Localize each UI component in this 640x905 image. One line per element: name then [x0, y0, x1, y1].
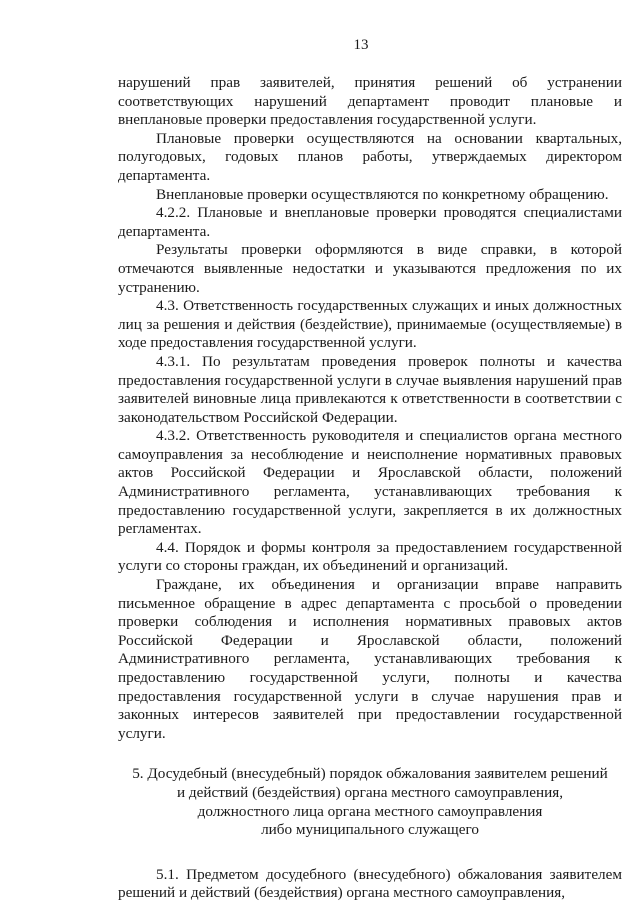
document-body	[118, 74, 622, 903]
section-heading	[118, 765, 622, 839]
paragraph: нарушений прав заявителей, принятия решений об устранении соответствующих нарушений департамент проводит плановые и внеплановые проверки предоставления государственной услуги.	[118, 74, 622, 129]
paragraph: Внеплановые проверки осуществляются по конкретному обращению.	[156, 185, 609, 203]
paragraph: 4.3.2. Ответственность руководителя и специалистов органа местного самоуправления за несоблюдение и неисполнение нормативных правовых актов Российской Федерации и Ярославской области, положений Административного регламента, устанавливающих требования к предоставлению государственной услуги, закрепляется в их должностных регламентах.	[118, 427, 622, 538]
paragraph: Плановые проверки осуществляются на основании квартальных, полугодовых, годовых планов работы, утверждаемых директором департамента.	[118, 129, 622, 184]
paragraph: 4.3. Ответственность государственных служащих и иных должностных лиц за решения и действия (бездействие), принимаемые (осуществляемые) в ходе предоставления государственной услуги.	[118, 297, 622, 352]
section-heading-line: либо муниципального служащего	[261, 821, 479, 839]
paragraph: 4.4. Порядок и формы контроля за предоставлением государственной услуги со стороны граждан, их объединений и организаций.	[118, 538, 622, 575]
paragraph: 4.2.2. Плановые и внеплановые проверки проводятся специалистами департамента.	[118, 204, 622, 240]
paragraph: Граждане, их объединения и организации вправе направить письменное обращение в адрес департамента с просьбой о проведении проверки соблюдения и исполнения нормативных правовых актов Российской Федерации и Ярославской области, положений Административного регламента, устанавливающих требования к предоставлению государственной услуги, полноты и качества предоставления государственной услуги в случае нарушения прав и законных интересов заявителей при предоставлении государственной услуги.	[118, 576, 622, 742]
section-heading-line: должностного лица органа местного самоуправления	[197, 802, 543, 820]
paragraph: 5.1. Предметом досудебного (внесудебного) обжалования заявителем решений и действий (бездействия) органа местного самоуправления,	[118, 865, 622, 902]
paragraph: Результаты проверки оформляются в виде справки, в которой отмечаются выявленные недостатки и указываются предложения по их устранению.	[118, 241, 622, 296]
section-heading-line: и действий (бездействия) органа местного самоуправления,	[176, 783, 564, 801]
section-heading-line: 5. Досудебный (внесудебный) порядок обжалования заявителем решений	[132, 765, 608, 783]
paragraph: 4.3.1. По результатам проведения проверок полноты и качества предоставления государственной услуги в случае выявления нарушений прав заявителей виновные лица привлекаются к ответственности в соответствии с законодательством Российской Федерации.	[118, 352, 622, 426]
page-number: 13	[353, 37, 369, 53]
